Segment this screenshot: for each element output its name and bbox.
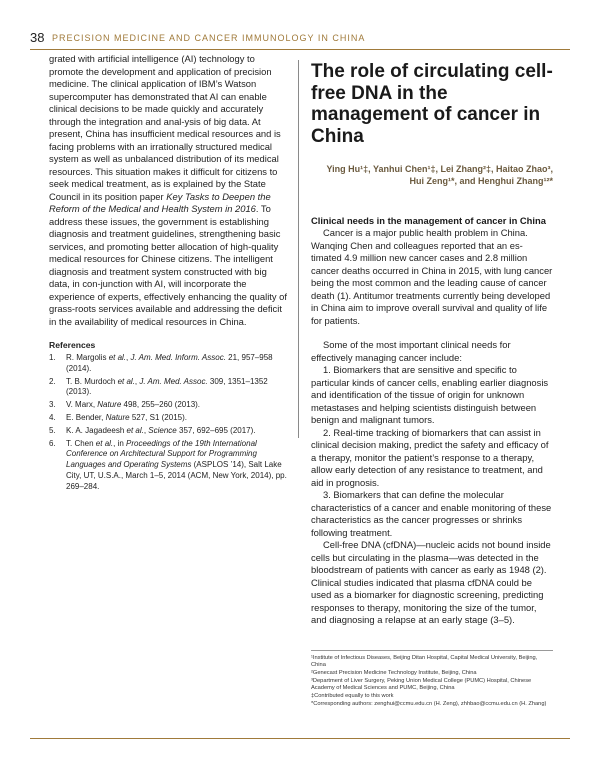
column-divider	[298, 60, 299, 438]
running-header	[30, 28, 570, 48]
reference-journal: Nature	[97, 400, 122, 410]
reference-details: 498, 255–260 (2013).	[121, 400, 201, 410]
reference-etal: et al.	[95, 438, 114, 448]
reference-item	[49, 439, 288, 493]
reference-journal: J. Am. Med. Assoc.	[139, 376, 208, 386]
left-column	[49, 53, 288, 495]
reference-details: (ASPLOS ’14), Salt Lake City, UT, U.S.A., March 1–5, 2014 (ACM, New York, 2014), pp. 269–284.	[66, 460, 287, 491]
body-paragraph: Cancer is a major public health problem in China. Wanqing Chen and colleagues reported that an es-timated 4.9 million new cancer cases and 2.8 million cancer deaths occurred in China in 2015, with lung cancer being the most common and the leading cause of cancer death (1). Antitumor treatments currently being developed in China aim to improve overall survival and quality of life for patients.	[311, 227, 553, 326]
reference-author: R. Margolis	[66, 353, 109, 362]
footnotes	[311, 655, 553, 709]
article-authors: Ying Hu¹‡, Yanhui Chen¹‡, Lei Zhang²‡, Haitao Zhao³, Hui Zeng¹*, and Henghui Zhang¹²*	[326, 164, 553, 186]
reference-journal: J. Am. Med. Inform. Assoc.	[130, 353, 226, 362]
reference-item	[49, 413, 288, 424]
reference-author: K. A. Jagadeesh	[66, 425, 127, 435]
footnote: ‡Contributed equally to this work	[311, 693, 394, 699]
left-paragraph-part-1: grated with artificial intelligence (AI) technology to promote the development and application of precision medicine. The clinical application of IBM’s Watson supercomputer has demonstrated that AI can enable clinical decisions to be made quickly and accurately through the integration and anal-ysis of big data. At present, China has insufficient medical resources and is facing problems with an irrationally structured medical system as well as unbalanced distribution of its medical resources. This situation makes it difficult for citizens to seek medical treatment, as is explained by the State Council in its position paper	[49, 53, 281, 202]
reference-number: 1.	[49, 353, 56, 362]
right-column	[311, 61, 553, 627]
left-paragraph	[49, 53, 288, 328]
reference-etal: et al.	[108, 353, 127, 362]
reference-sep: ,	[126, 353, 131, 362]
reference-item	[49, 353, 288, 375]
reference-details: 357, 692–695 (2017).	[176, 425, 256, 435]
reference-item	[49, 377, 288, 399]
reference-journal: Nature	[105, 412, 130, 422]
reference-sep: ,	[143, 425, 149, 435]
reference-etal: et al.	[117, 376, 135, 386]
clinical-need-item: 1. Biomarkers that are sensitive and specific to particular kinds of cancer cells, enabling earlier diagnosis and identification of the tissue of origin for unknown metastases and helping scientists distinguish between benign and malignant tumors.	[311, 364, 549, 425]
footer-rule	[30, 738, 570, 739]
left-paragraph-part-2: . To address these issues, the government is establishing diagnosis and treatment guidelines, strengthening basic services, and promoting better allocation of high-quality medical resources for Chinese citizens. The intelligent diagnosis and treatment system constructed with big data, in con-junction with AI, will incorporate the experience of experts, effectively enhancing the quality of grass-roots services available and addressing the deficit in the availability of medical resources in China.	[49, 203, 287, 327]
reference-etal: et al.	[126, 425, 144, 435]
reference-journal: Proceedings of the 19th International Conference on Architectural Support for Programming Languages and Operating Systems	[66, 438, 257, 470]
position-paper-title: Key Tasks to Deepen the Reform of the Medical and Health System in 2016	[49, 190, 271, 214]
reference-author: T. Chen	[66, 438, 96, 448]
clinical-need-item: 3. Biomarkers that can define the molecular characteristics of a cancer and enable monitoring of these characteristics as the cancer progresses or shrinks following treatment.	[311, 489, 552, 538]
footnote: ¹Institute of Infectious Diseases, Beijing Ditan Hospital, Capital Medical University, Beijing, China	[311, 655, 538, 668]
reference-number: 2.	[49, 376, 56, 386]
references-list	[49, 353, 288, 493]
running-title: PRECISION MEDICINE AND CANCER IMMUNOLOGY IN CHINA	[52, 33, 366, 43]
reference-author: T. B. Murdoch	[66, 376, 118, 386]
section-heading: Clinical needs in the management of cancer in China	[311, 215, 546, 226]
reference-details: 309, 1351–1352 (2013).	[66, 376, 268, 397]
reference-number: 4.	[49, 412, 56, 422]
header-rule	[30, 49, 570, 50]
reference-sep: , in	[113, 438, 127, 448]
article-title: The role of circulating cell-free DNA in the management of cancer in China	[311, 61, 553, 147]
reference-number: 5.	[49, 425, 56, 435]
clinical-need-item: 2. Real-time tracking of biomarkers that can assist in clinical decision making, predict the safety and efficacy of a therapy, monitor the patient’s response to a therapy, allow early detection of any resistance to treatment, and aid in prognosis.	[311, 426, 549, 488]
footnote-rule	[311, 650, 553, 651]
reference-sep: ,	[134, 376, 140, 386]
footnote: ²Genecast Precision Medicine Technology Institute, Beijing, China	[311, 670, 477, 676]
body-paragraph: Some of the most important clinical needs for effectively managing cancer include:	[311, 339, 511, 363]
body-paragraph: Cell-free DNA (cfDNA)—nucleic acids not bound inside cells but circulating in the plasma—was detected in the bloodstream of patients with cancer as early as 1948 (2). Clinical studies indicated that plasma cfDNA could be used as a biomarker for diagnostic screening, predicting responses to therapy, monitoring the size of the tumor, and diagnosing a relapse at an early stage (3–5).	[311, 539, 551, 625]
reference-item	[49, 426, 288, 437]
reference-number: 3.	[49, 400, 56, 410]
reference-journal: Science	[148, 425, 177, 435]
footnote: *Corresponding authors: zenghui@ccmu.edu.cn (H. Zeng), zhhbao@ccmu.edu.cn (H. Zhang)	[311, 701, 547, 707]
references-heading: References	[49, 340, 96, 350]
reference-details: 527, S1 (2015).	[129, 412, 187, 422]
page-number: 38	[30, 30, 45, 45]
footnote: ³Department of Liver Surgery, Peking Union Medical College (PUMC) Hospital, Chinese Academy of Medical Sciences and PUMC, Beijing, China	[311, 678, 532, 691]
reference-author: E. Bender,	[66, 412, 106, 422]
reference-details: 21, 957–958 (2014).	[66, 353, 273, 373]
reference-item	[49, 400, 288, 411]
reference-number: 6.	[49, 438, 56, 448]
reference-author: V. Marx,	[66, 400, 98, 410]
